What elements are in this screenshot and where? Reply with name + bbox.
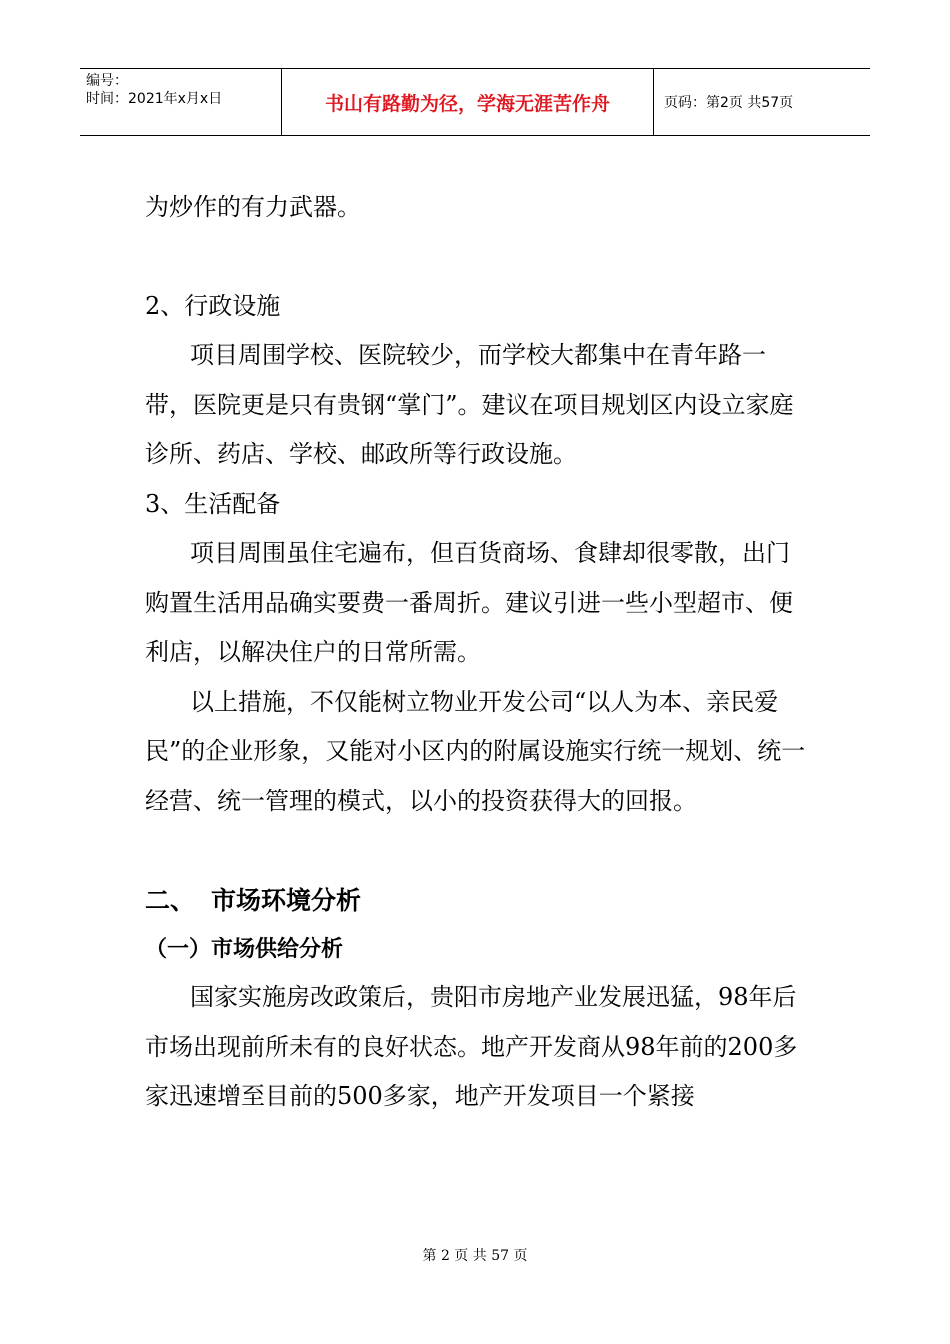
header-number: 编号： [86,73,128,89]
header-time: 时间：2021年x月x日 [86,91,223,107]
page-footer: 第 2 页 共 57 页 [422,1248,528,1264]
chapter-title: 市场环境分析 [211,886,362,915]
chapter-heading [145,875,807,927]
spacer [145,233,807,282]
section-title-living-facilities: 3、生活配备 [145,489,281,518]
header-page-info: 页码：第2页 共57页 [664,95,794,111]
header-meta [80,69,282,135]
paragraph-summary: 以上措施，不仅能树立物业开发公司“以人为本、亲民爱民”的企业形象，又能对小区内的附属设施实行统一规划、统一经营、统一管理的模式，以小的投资获得大的回报。 [145,687,806,815]
paragraph-living-facilities: 项目周围虽住宅遍布，但百货商场、食肆却很零散，出门购置生活用品确实要费一番周折。建议引进一些小型超市、便利店，以解决住户的日常所需。 [145,539,793,666]
paragraph-continued: 为炒作的有力武器。 [145,193,361,221]
page-header [80,68,870,136]
header-motto: 书山有路勤为径，学海无涯苦作舟 [282,69,654,135]
paragraph-market-supply: 国家实施房改政策后，贵阳市房地产业发展迅猛，98年后市场出现前所未有的良好状态。地产开发商从98年前的200多家迅速增至目前的500多家，地产开发项目一个紧接 [145,983,798,1110]
section-title-admin-facilities: 2、行政设施 [145,291,281,320]
paragraph-admin-facilities: 项目周围学校、医院较少，而学校大都集中在青年路一带，医院更是只有贵钢“掌门”。建议在项目规划区内设立家庭诊所、药店、学校、邮政所等行政设施。 [145,341,794,468]
subsection-heading: （一）市场供给分析 [145,937,344,962]
document-body [145,183,807,1122]
chapter-number: 二、 [145,886,196,915]
spacer [145,826,807,875]
